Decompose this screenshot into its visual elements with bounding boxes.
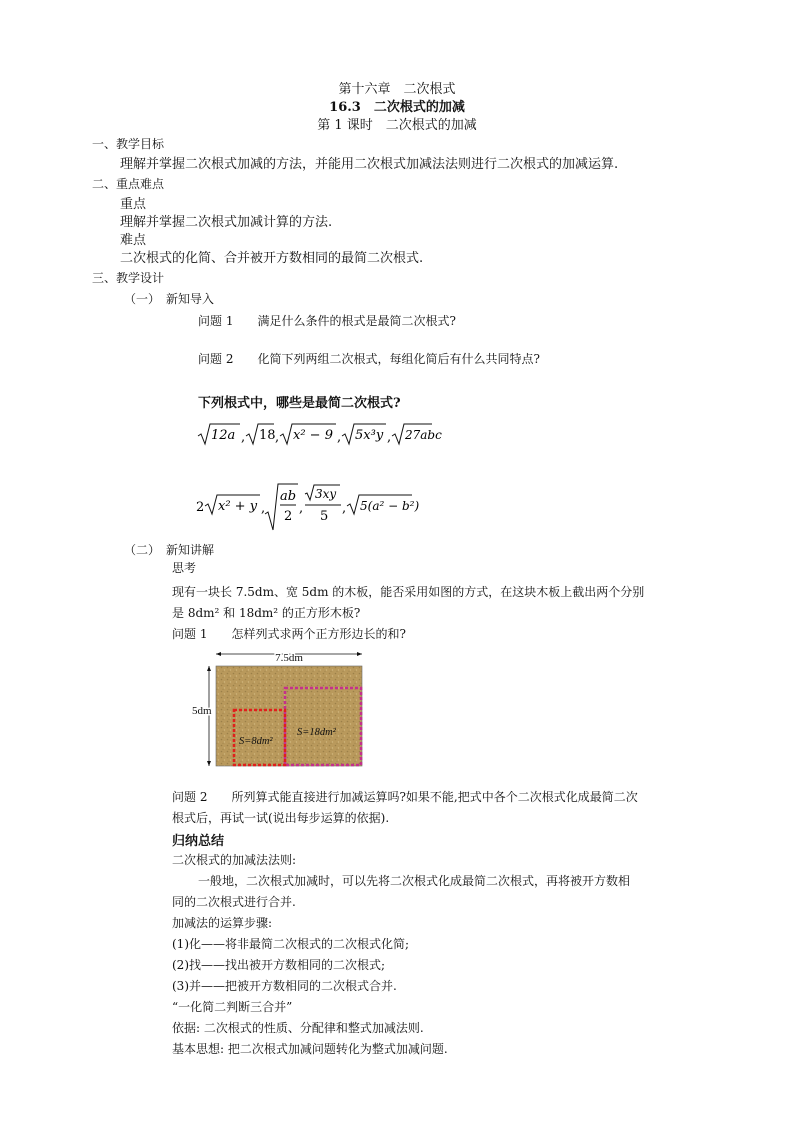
comma: , bbox=[342, 501, 347, 516]
radicand-18: 18 bbox=[259, 428, 276, 443]
basic-idea: 基本思想: 把二次根式加减问题转化为整式加减问题. bbox=[172, 1042, 448, 1056]
question-2: 问题 2 化简下列两组二次根式，每组化简后有什么共同特点? bbox=[198, 352, 540, 366]
step-2: (2)找——找出被开方数相同的二次根式; bbox=[172, 958, 386, 972]
rule-line-2: 同的二次根式进行合并. bbox=[172, 895, 296, 909]
comma: , bbox=[275, 430, 280, 445]
large-square-label: S=18dm² bbox=[297, 727, 336, 738]
question-4-line-2: 根式后，再试一试(说出每步运算的依据). bbox=[172, 811, 390, 825]
sqrt-12a bbox=[198, 424, 240, 444]
sqrt-x2-9 bbox=[280, 424, 336, 444]
think-label: 思考 bbox=[172, 561, 197, 575]
summary-heading: 归纳总结 bbox=[172, 834, 225, 849]
coefficient-2: 2 bbox=[196, 500, 205, 515]
small-square-label: S=8dm² bbox=[239, 736, 273, 747]
problem-line-2: 是 8dm² 和 18dm² 的正方形木板? bbox=[172, 606, 361, 620]
question-3: 问题 1 怎样列式求两个正方形边长的和? bbox=[172, 627, 406, 641]
part-1-heading: （一） 新知导入 bbox=[124, 292, 215, 306]
radical-list-2 bbox=[194, 482, 424, 534]
step-1: (1)化——将非最简二次根式的二次根式化简; bbox=[172, 937, 410, 951]
fraction-numerator-ab: ab bbox=[280, 489, 297, 504]
difficulty-text: 二次根式的化简、合并被开方数相同的最简二次根式. bbox=[120, 251, 424, 266]
comma: , bbox=[299, 501, 304, 516]
sqrt-5-a2-b2 bbox=[347, 495, 419, 514]
width-label: 7.5dm bbox=[275, 652, 303, 664]
steps-title: 加减法的运算步骤: bbox=[172, 916, 273, 930]
chapter-title: 第十六章 二次根式 bbox=[338, 82, 456, 97]
sqrt-27abc bbox=[392, 424, 442, 444]
radical-list-1 bbox=[196, 420, 442, 448]
comma: , bbox=[337, 430, 342, 445]
objective-text: 理解并掌握二次根式加减的方法，并能用二次根式加减法法则进行二次根式的加减运算. bbox=[120, 157, 619, 172]
problem-line-1: 现有一块长 7.5dm、宽 5dm 的木板，能否采用如图的方式，在这块木板上截出两个分别 bbox=[172, 585, 645, 599]
comma: , bbox=[387, 430, 392, 445]
section-3-heading: 三、教学设计 bbox=[92, 271, 165, 285]
difficulty-label: 难点 bbox=[120, 233, 147, 248]
section-2-heading: 二、重点难点 bbox=[92, 177, 165, 191]
height-label: 5dm bbox=[192, 705, 212, 717]
key-point-label: 重点 bbox=[120, 197, 147, 212]
sqrt-5x3y bbox=[342, 424, 386, 444]
rule-title: 二次根式的加减法法则: bbox=[172, 853, 297, 867]
radicand-5x3y: 5x³y bbox=[355, 428, 384, 443]
question-1: 问题 1 满足什么条件的根式是最简二次根式? bbox=[198, 314, 456, 328]
fraction-sqrt-3xy-over-5 bbox=[305, 485, 341, 524]
section-1-heading: 一、教学目标 bbox=[92, 137, 165, 151]
radicand-27abc: 27abc bbox=[405, 428, 442, 442]
radicand-12a: 12a bbox=[211, 428, 236, 443]
motto: “一化简二判断三合并” bbox=[172, 1000, 293, 1014]
fraction-denominator-2: 2 bbox=[284, 509, 293, 524]
part-2-heading: （二） 新知讲解 bbox=[124, 543, 215, 557]
radicand-x2-9: x² − 9 bbox=[293, 428, 333, 443]
rule-line-1: 一般地，二次根式加减时，可以先将二次根式化成最简二次根式，再将被开方数相 bbox=[198, 874, 631, 888]
key-point-text: 理解并掌握二次根式加减计算的方法. bbox=[120, 215, 333, 230]
radicand-5-a2-b2: 5(a² − b²) bbox=[360, 499, 420, 513]
comma: , bbox=[261, 501, 266, 516]
board-figure bbox=[192, 648, 368, 770]
radical-question: 下列根式中，哪些是最简二次根式? bbox=[198, 396, 401, 411]
lesson-title: 第 1 课时 二次根式的加减 bbox=[317, 118, 477, 133]
sqrt-x2-y bbox=[205, 495, 260, 514]
sqrt-18 bbox=[246, 424, 276, 444]
fraction-denominator-5: 5 bbox=[320, 509, 329, 524]
basis: 依据: 二次根式的性质、分配律和整式加减法则. bbox=[172, 1021, 424, 1035]
sqrt-ab-over-2 bbox=[265, 484, 298, 530]
section-title: 16.3 二次根式的加减 bbox=[329, 100, 465, 115]
question-4-line-1: 问题 2 所列算式能直接进行加减运算吗?如果不能,把式中各个二次根式化成最简二次 bbox=[172, 790, 638, 804]
wood-board bbox=[216, 666, 362, 766]
radicand-3xy: 3xy bbox=[315, 487, 337, 501]
radicand-x2-y: x² + y bbox=[218, 499, 258, 514]
step-3: (3)并——把被开方数相同的二次根式合并. bbox=[172, 979, 397, 993]
comma: , bbox=[241, 430, 246, 445]
